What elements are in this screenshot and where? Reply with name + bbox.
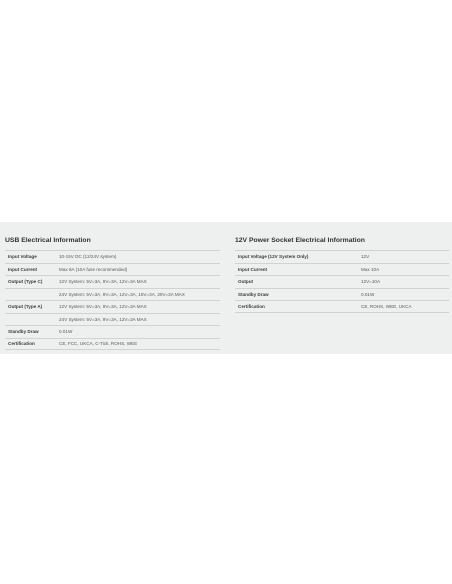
row-value: 0.01W [59,329,73,335]
table-row [235,263,449,276]
row-value: Max 10A [361,266,380,272]
row-value: 10-15V DC (12/24V system) [59,254,117,260]
row-value: 12V System: 5V=3A, 9V=3A, 12V=3A MAX [59,304,147,310]
row-label: Standby Draw [8,329,39,335]
row-value: CE, FCC, UKCA, C-Tick, ROHS, WEE [59,341,138,347]
table-row [235,288,449,301]
row-label: Input Voltage [8,254,37,260]
row-value: 24V System: 5V=3A, 9V=3A, 12V=3A, 15V=3A, 20V=3A MAX [59,291,185,297]
table-row [5,263,220,276]
usb-table-title: USB Electrical Information [5,237,91,244]
table-row [5,313,220,326]
row-label: Output (Type A) [8,304,43,310]
table-row [235,275,449,288]
row-value: CE, ROHS, WEE, UKCA [361,303,412,309]
table-row [5,275,220,288]
row-label: Output [238,279,254,285]
table-row [5,300,220,313]
table-row [235,300,449,313]
table-row [5,325,220,338]
socket-table-title: 12V Power Socket Electrical Information [235,237,365,244]
row-value: 12V=10A [361,279,381,285]
row-label: Certification [238,303,265,309]
row-value: Max 8A (10A fuse recommended) [59,266,128,272]
specifications-panel [0,222,452,354]
row-value: 24V System: 5V=3A, 9V=3A, 12V=3A MAX [59,316,147,322]
row-label: Certification [8,341,35,347]
row-label: Input Current [8,266,38,272]
row-value: 12V System: 5V=3A, 9V=3A, 12V=3A MAX [59,279,147,285]
row-label: Output (Type C) [8,279,43,285]
table-row [235,250,449,263]
row-value: 12V [361,254,370,260]
row-label: Input Current [238,266,268,272]
row-value: 0.01W [361,291,375,297]
row-label: Standby Draw [238,291,269,297]
power-socket-electrical-table [235,236,449,313]
row-label: Input Voltage (12V System Only) [238,254,309,260]
table-row [5,338,220,351]
table-row [5,250,220,263]
table-row [5,288,220,301]
usb-electrical-table [5,236,220,350]
